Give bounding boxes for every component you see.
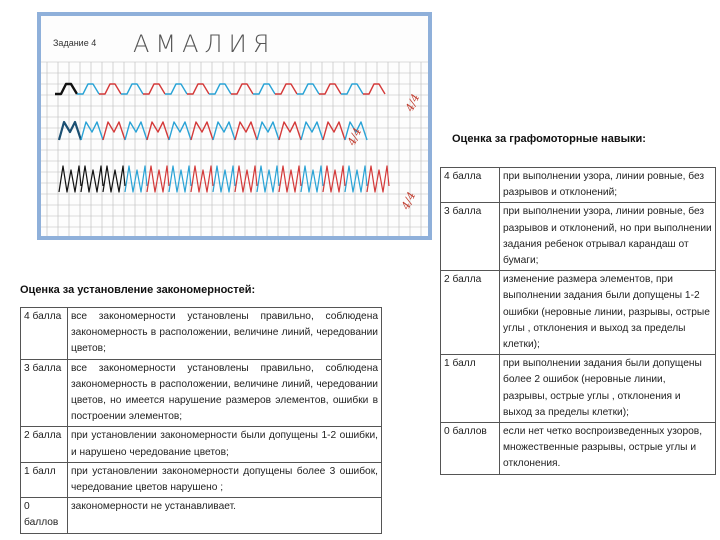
motor-skills-title: Оценка за графомоторные навыки: bbox=[452, 133, 646, 145]
criteria-cell: при установлении закономерности были допущены 1-2 ошибки, и нарушено чередование цветов; bbox=[68, 427, 382, 462]
criteria-cell: при установлении закономерности допущены более 3 ошибок, чередование цветов нарушено ; bbox=[68, 462, 382, 497]
worksheet-task-label: Задание 4 bbox=[53, 38, 97, 48]
pattern-row-1-segment bbox=[165, 84, 187, 94]
worksheet-grade-1: 4/4 bbox=[403, 91, 423, 114]
worksheet-child-name: АМАЛИЯ bbox=[133, 30, 276, 58]
worksheet-scan bbox=[37, 12, 432, 240]
pattern-criteria-row bbox=[21, 462, 382, 497]
pattern-row-3-segment bbox=[103, 166, 125, 192]
motor-criteria-row bbox=[441, 203, 716, 271]
pattern-criteria-row bbox=[21, 427, 382, 462]
pattern-row-1-segment bbox=[99, 84, 121, 94]
pattern-row-2-segment bbox=[59, 122, 81, 140]
motor-criteria-row bbox=[441, 355, 716, 423]
criteria-cell: при выполнении узора, линии ровные, без разрывов и отклонений, но при выполнении задания ребенок отрывал карандаш от бумаги; bbox=[500, 203, 716, 271]
pattern-row-1-segment bbox=[143, 84, 165, 94]
pattern-row-2-segment bbox=[169, 122, 191, 140]
score-cell: 2 балла bbox=[441, 271, 500, 355]
score-cell: 0 баллов bbox=[441, 423, 500, 475]
pattern-row-3-segment bbox=[125, 166, 147, 192]
criteria-cell: все закономерности установлены правильно, соблюдена закономерность в расположении, величине линий, чередовании цветов; bbox=[68, 308, 382, 360]
pattern-row-2-segment bbox=[235, 122, 257, 140]
pattern-row-3-segment bbox=[147, 166, 169, 192]
pattern-row-3-segment bbox=[191, 166, 213, 192]
criteria-cell: при выполнении задания были допущены более 2 ошибок (неровные линии, разрывы, острые углы , отклонения и выход за пределы клетки); bbox=[500, 355, 716, 423]
pattern-row-3-segment bbox=[279, 166, 301, 192]
criteria-cell: изменение размера элементов, при выполнении задания были допущены 1-2 ошибки (неровные линии, разрывы, острые углы , отклонения и выход за пределы клетки); bbox=[500, 271, 716, 355]
score-cell: 3 балла bbox=[441, 203, 500, 271]
pattern-row-3-segment bbox=[169, 166, 191, 192]
pattern-row-3-segment bbox=[59, 166, 81, 192]
pattern-row-3-segment bbox=[345, 166, 367, 192]
score-cell: 4 балла bbox=[441, 168, 500, 203]
pattern-row-2-segment bbox=[125, 122, 147, 140]
criteria-cell: закономерности не устанавливает. bbox=[68, 498, 382, 533]
pattern-row-3-segment bbox=[301, 166, 323, 192]
motor-skills-table bbox=[440, 167, 716, 475]
pattern-assessment-title: Оценка за установление закономерностей: bbox=[20, 284, 256, 296]
pattern-row-2-segment bbox=[323, 122, 345, 140]
pattern-row-3-segment bbox=[323, 166, 345, 192]
pattern-criteria-row bbox=[21, 359, 382, 427]
score-cell: 0 баллов bbox=[21, 498, 68, 533]
worksheet-grade-3: 4/4 bbox=[399, 189, 419, 212]
score-cell: 4 балла bbox=[21, 308, 68, 360]
pattern-row-2-segment bbox=[147, 122, 169, 140]
pattern-row-1-segment bbox=[77, 84, 99, 94]
motor-criteria-row bbox=[441, 168, 716, 203]
criteria-cell: при выполнении узора, линии ровные, без разрывов и отклонений; bbox=[500, 168, 716, 203]
worksheet-grade-2: 4/4 bbox=[345, 125, 365, 148]
pattern-assessment-table bbox=[20, 307, 382, 534]
pattern-row-3-segment bbox=[213, 166, 235, 192]
motor-criteria-row bbox=[441, 423, 716, 475]
pattern-row-1-segment bbox=[121, 84, 143, 94]
criteria-cell: все закономерности установлены правильно, соблюдена закономерность в расположении, величине линий, чередовании цветов, но имеется нарушение размеров элементов, ошибки в построении элементов; bbox=[68, 359, 382, 427]
pattern-row-2-segment bbox=[279, 122, 301, 140]
pattern-row-3-segment bbox=[367, 166, 389, 192]
score-cell: 3 балла bbox=[21, 359, 68, 427]
pattern-row-2-segment bbox=[257, 122, 279, 140]
pattern-row-2-segment bbox=[191, 122, 213, 140]
pattern-row-2-segment bbox=[103, 122, 125, 140]
score-cell: 1 балл bbox=[441, 355, 500, 423]
pattern-criteria-row bbox=[21, 308, 382, 360]
pattern-row-3-segment bbox=[257, 166, 279, 192]
pattern-row-3-segment bbox=[235, 166, 257, 192]
pattern-criteria-row bbox=[21, 498, 382, 533]
pattern-row-2-segment bbox=[213, 122, 235, 140]
pattern-row-2-segment bbox=[81, 122, 103, 140]
motor-criteria-row bbox=[441, 271, 716, 355]
score-cell: 2 балла bbox=[21, 427, 68, 462]
criteria-cell: если нет четко воспроизведенных узоров, множественные разрывы, острые углы и отклонения. bbox=[500, 423, 716, 475]
score-cell: 1 балл bbox=[21, 462, 68, 497]
pattern-row-3-segment bbox=[81, 166, 103, 192]
pattern-row-2-segment bbox=[301, 122, 323, 140]
